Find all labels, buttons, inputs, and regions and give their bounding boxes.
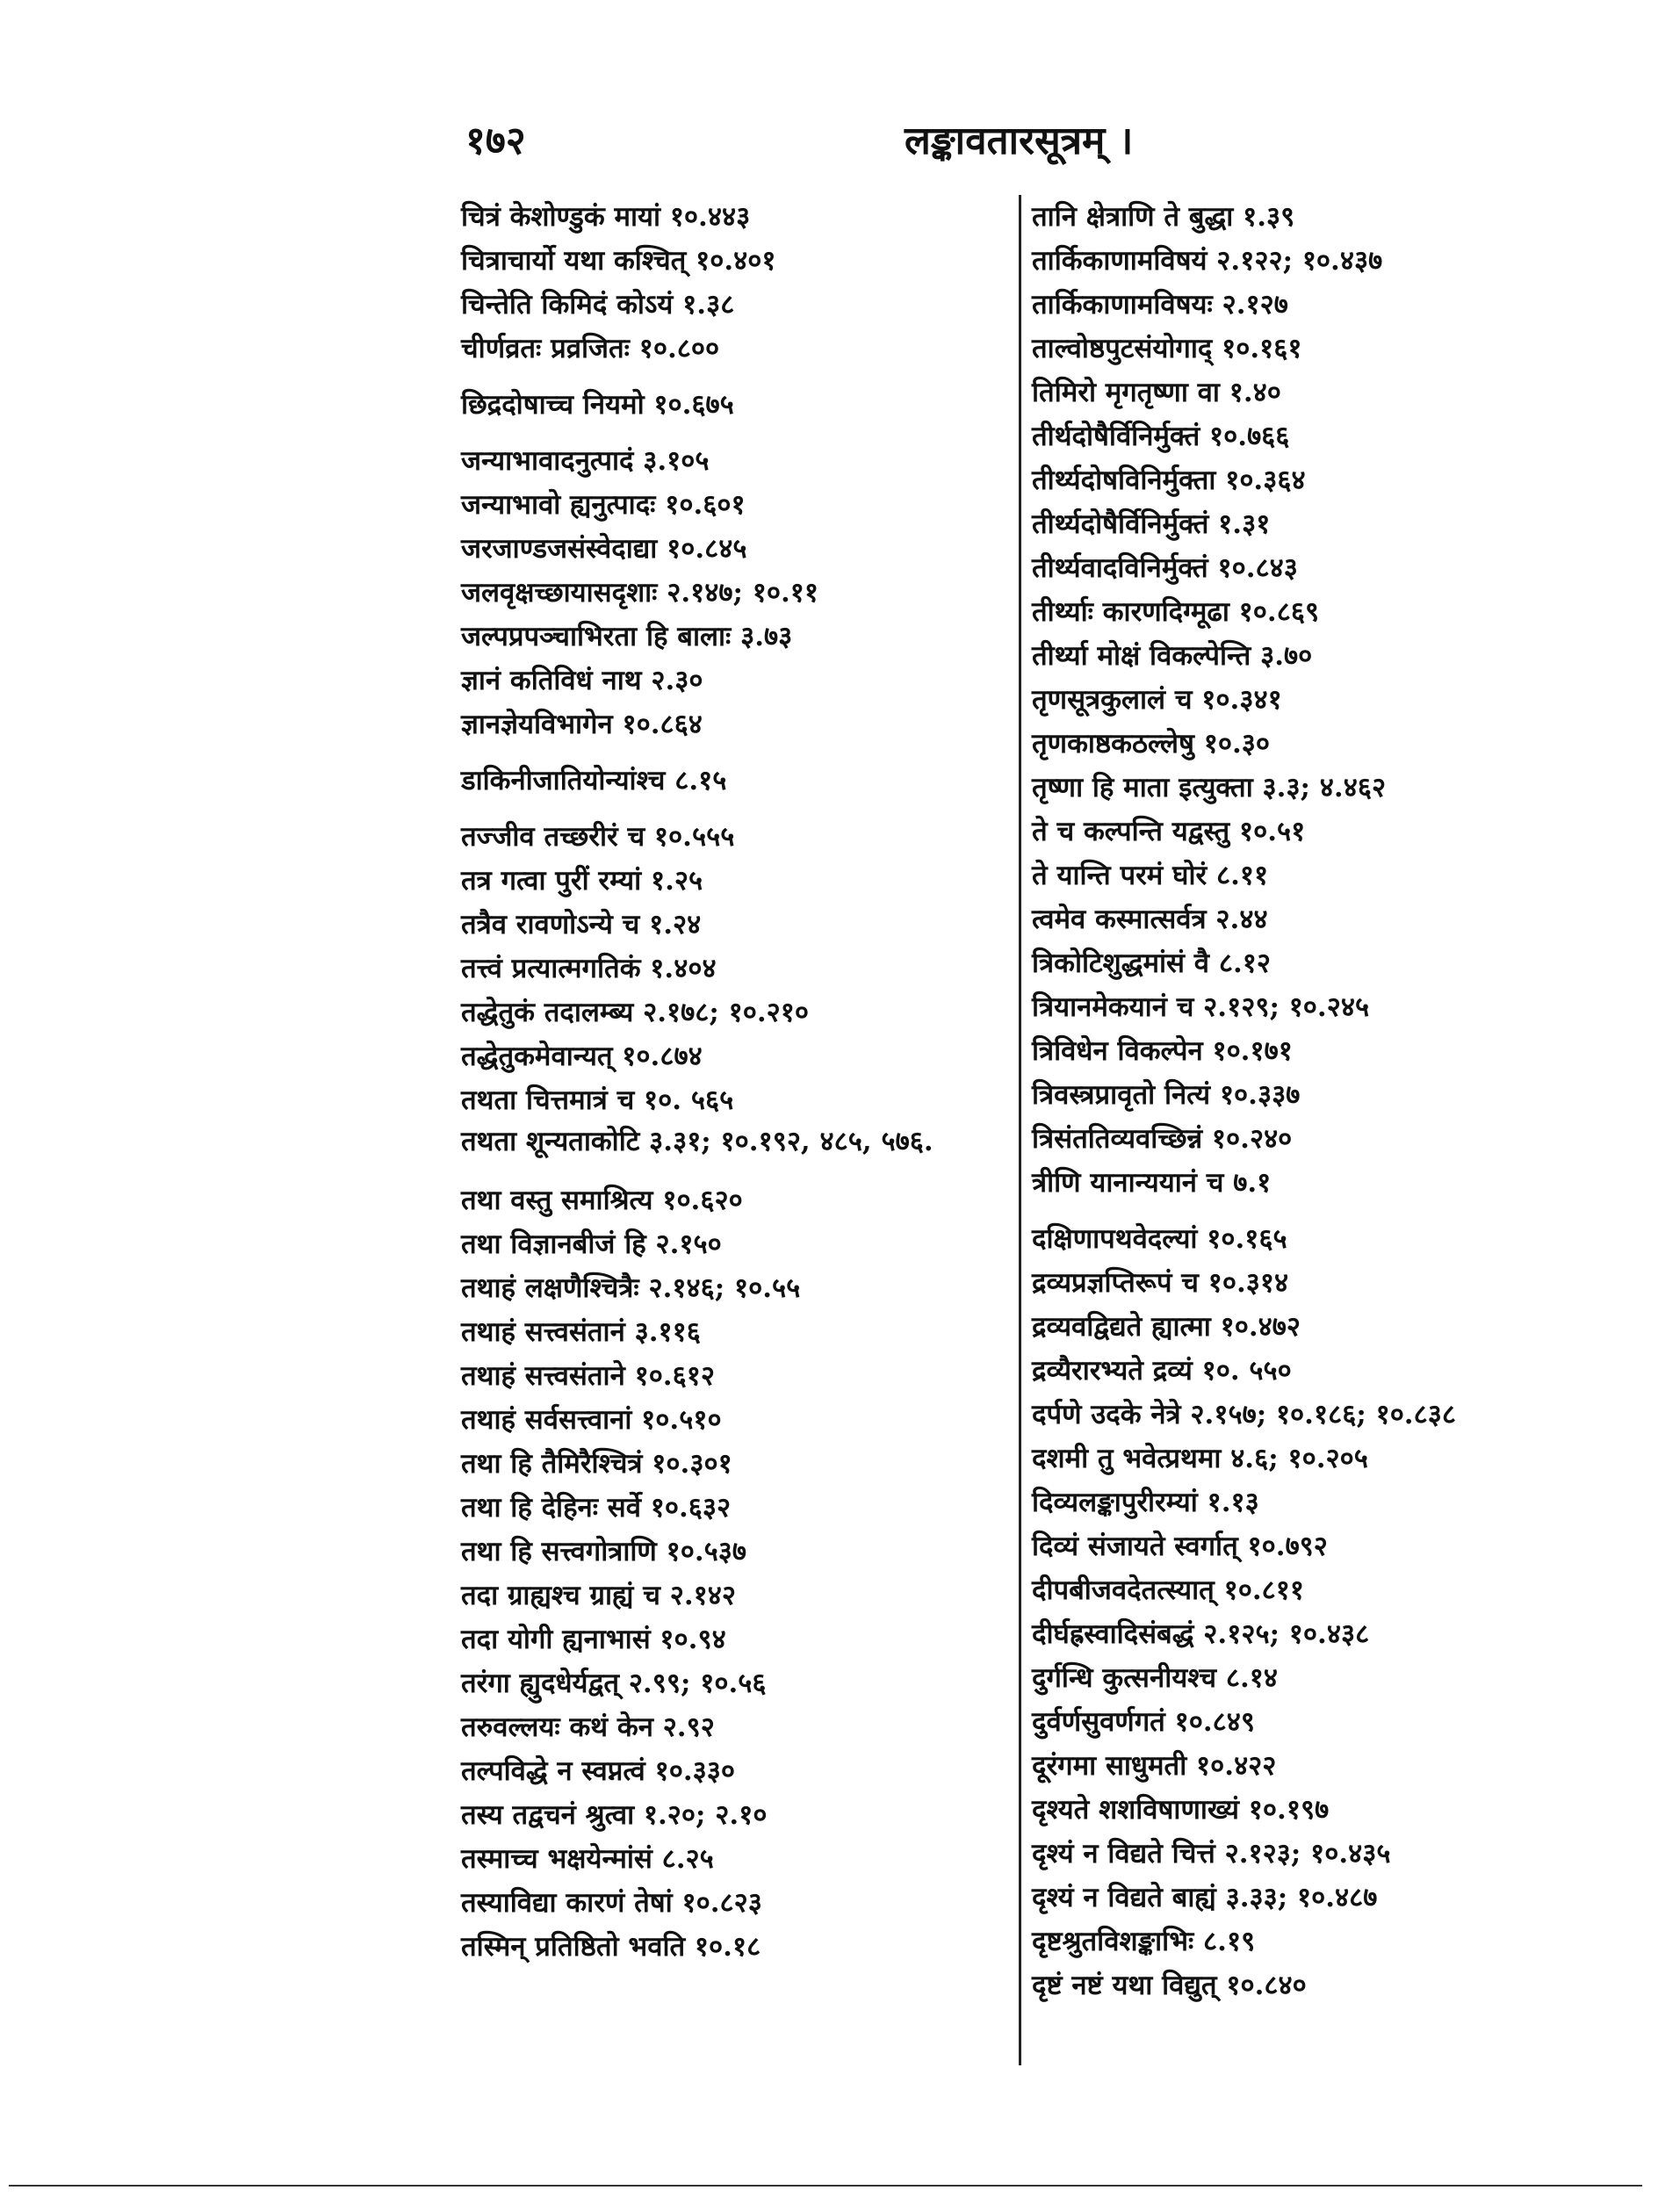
index-entry: दृश्यं न विद्यते चित्तं २.१२३; १०.४३५ xyxy=(1032,1838,1391,1870)
index-entry: तथता चित्तमात्रं च १०. ५६५ xyxy=(461,1084,734,1116)
index-entry: दशमी तु भवेत्प्रथमा ४.६; १०.२०५ xyxy=(1032,1443,1368,1474)
index-entry: जरजाण्डजसंस्वेदाद्या १०.८४५ xyxy=(461,533,747,565)
index-entry: त्रीणि यानान्ययानं च ७.१ xyxy=(1032,1167,1272,1199)
index-entry: ताल्वोष्ठपुटसंयोगाद् १०.१६१ xyxy=(1032,333,1302,364)
index-column-right xyxy=(1032,195,1559,2007)
index-entry: तत्रैव रावणोऽन्ये च १.२४ xyxy=(461,909,702,940)
index-entry: तस्य तद्वचनं श्रुत्वा १.२०; २.१० xyxy=(461,1799,768,1831)
index-entry: तस्याविद्या कारणं तेषां १०.८२३ xyxy=(461,1887,762,1919)
index-entry: दृष्टश्रुतविशङ्काभिः ८.१९ xyxy=(1032,1926,1256,1957)
index-entry: त्रिविधेन विकल्पेन १०.१७१ xyxy=(1032,1035,1293,1067)
index-entry: तथाहं लक्षणैश्चित्रैः २.१४६; १०.५५ xyxy=(461,1272,801,1304)
index-entry: तानि क्षेत्राणि ते बुद्धा १.३९ xyxy=(1032,201,1295,233)
index-entry: तज्जीव तच्छरीरं च १०.५५५ xyxy=(461,821,735,853)
index-entry: जन्याभावो ह्यनुत्पादः १०.६०१ xyxy=(461,489,746,521)
index-entry: तथाहं सत्त्वसंताने १०.६१२ xyxy=(461,1360,715,1392)
index-entry: तार्किकाणामविषयं २.१२२; १०.४३७ xyxy=(1032,245,1383,277)
index-entry: तृणकाष्ठकठल्लेषु १०.३० xyxy=(1032,728,1270,760)
index-entry: जलवृक्षच्छायासदृशाः २.१४७; १०.११ xyxy=(461,577,819,609)
column-divider xyxy=(1019,195,1021,2065)
index-entry: तीर्थ्यदोषविनिर्मुक्ता १०.३६४ xyxy=(1032,465,1306,496)
index-entry: ज्ञानज्ञेयविभागेन १०.८६४ xyxy=(461,709,703,740)
index-entry: जल्पप्रपञ्चाभिरता हि बालाः ३.७३ xyxy=(461,621,793,652)
index-entry: तथा हि तैमिरैश्चित्रं १०.३०१ xyxy=(461,1448,732,1480)
index-entry: तथा हि सत्त्वगोत्राणि १०.५३७ xyxy=(461,1536,746,1567)
index-entry: दीपबीजवदेतत्स्यात् १०.८११ xyxy=(1032,1574,1305,1606)
index-entry: तीर्थ्या मोक्षं विकल्पेन्ति ३.७० xyxy=(1032,640,1313,672)
index-entry: तत्र गत्वा पुरीं रम्यां १.२५ xyxy=(461,865,703,897)
index-entry: त्वमेव कस्मात्सर्वत्र २.४४ xyxy=(1032,904,1268,935)
index-entry: ते च कल्पन्ति यद्वस्तु १०.५१ xyxy=(1032,816,1306,847)
index-entry: तथा हि देहिनः सर्वे १०.६३२ xyxy=(461,1492,732,1524)
index-column-left xyxy=(461,195,1023,1969)
index-entry: दुर्गन्धि कुत्सनीयश्च ८.१४ xyxy=(1032,1662,1279,1694)
index-entry: दक्षिणापथवेदल्यां १०.१६५ xyxy=(1032,1223,1287,1255)
index-entry: दृष्टं नष्टं यथा विद्युत् १०.८४० xyxy=(1032,1970,1307,2001)
index-entry: दृश्यं न विद्यते बाह्यं ३.३३; १०.४८७ xyxy=(1032,1882,1378,1913)
index-entry: तृणसूत्रकुलालं च १०.३४१ xyxy=(1032,684,1282,716)
index-entry: जन्याभावादनुत्पादं ३.१०५ xyxy=(461,445,710,477)
index-entry: त्रिवस्त्रप्रावृतो नित्यं १०.३३७ xyxy=(1032,1079,1301,1111)
index-entry: तथाहं सत्त्वसंतानं ३.११६ xyxy=(461,1316,701,1348)
index-entry: तदा ग्राह्यश्च ग्राह्यं च २.१४२ xyxy=(461,1580,736,1611)
page-number: १७२ xyxy=(465,119,526,163)
index-entry: तथाहं सर्वसत्त्वानां १०.५१० xyxy=(461,1404,722,1436)
index-entry: तरंगा ह्युदधेर्यद्वत् २.९९; १०.५६ xyxy=(461,1668,767,1699)
footer-rule xyxy=(9,2185,1642,2187)
index-entry: दिव्यलङ्कापुरीरम्यां १.१३ xyxy=(1032,1487,1259,1518)
index-entry: तीर्थ्यदोषैर्विनिर्मुक्तं १.३१ xyxy=(1032,508,1271,540)
index-entry: तदा योगी ह्यनाभासं १०.९४ xyxy=(461,1624,726,1655)
index-entry: तल्पविद्धे न स्वप्नत्वं १०.३३० xyxy=(461,1755,735,1787)
index-entry: त्रिकोटिशुद्धमांसं वै ८.१२ xyxy=(1032,947,1271,979)
index-entry: ज्ञानं कतिविधं नाथ २.३० xyxy=(461,665,703,696)
index-entry: तरुवल्लयः कथं केन २.९२ xyxy=(461,1711,715,1743)
index-entry: द्रव्यप्रज्ञप्तिरूपं च १०.३१४ xyxy=(1032,1267,1289,1299)
index-entry: तीर्थदोषैर्विनिर्मुक्तं १०.७६६ xyxy=(1032,421,1290,452)
index-entry: दिव्यं संजायते स्वर्गात् १०.७९२ xyxy=(1032,1531,1328,1562)
index-entry: तत्त्वं प्रत्यात्मगतिकं १.४०४ xyxy=(461,953,717,984)
index-entry: चीर्णव्रतः प्रव्रजितः १०.८०० xyxy=(461,333,720,364)
running-title: लङ्कावतारसूत्रम् । xyxy=(905,119,1134,163)
index-entry: दूरंगमा साधुमती १०.४२२ xyxy=(1032,1750,1277,1782)
index-entry: त्रिसंततिव्यवच्छिन्नं १०.२४० xyxy=(1032,1123,1293,1155)
index-entry: तीर्थ्याः कारणदिग्मूढा १०.८६९ xyxy=(1032,596,1320,628)
index-entry: छिद्रदोषाच्च नियमो १०.६७५ xyxy=(461,389,734,421)
index-entry: तस्मिन् प्रतिष्ठितो भवति १०.१८ xyxy=(461,1931,761,1963)
index-entry: दृश्यते शशविषाणाख्यं १०.१९७ xyxy=(1032,1794,1330,1826)
index-entry: तद्धेतुकमेवान्यत् १०.८७४ xyxy=(461,1041,703,1072)
index-entry: चिन्तेति किमिदं कोऽयं १.३८ xyxy=(461,289,735,321)
index-entry: चित्राचार्यो यथा कश्चित् १०.४०१ xyxy=(461,245,776,277)
index-entry: त्रियानमेकयानं च २.१२९; १०.२४५ xyxy=(1032,991,1370,1023)
index-entry: तथा विज्ञानबीजं हि २.१५० xyxy=(461,1228,722,1260)
index-entry: तार्किकाणामविषयः २.१२७ xyxy=(1032,289,1288,321)
index-entry: दीर्घह्रस्वादिसंबद्धं २.१२५; १०.४३८ xyxy=(1032,1618,1370,1650)
index-entry: तथता शून्यताकोटि ३.३१; १०.१९२, ४८५, ५७६. xyxy=(461,1126,934,1157)
index-entry: तीर्थ्यवादविनिर्मुक्तं १०.८४३ xyxy=(1032,552,1298,584)
index-entry: तथा वस्तु समाश्रित्य १०.६२० xyxy=(461,1185,743,1216)
index-entry: ते यान्ति परमं घोरं ८.११ xyxy=(1032,860,1269,891)
index-entry: चित्रं केशोण्डुकं मायां १०.४४३ xyxy=(461,201,751,233)
index-entry: दर्पणे उदके नेत्रे २.१५७; १०.१८६; १०.८३८ xyxy=(1032,1399,1456,1430)
index-entry: द्रव्यैरारभ्यते द्रव्यं १०. ५५० xyxy=(1032,1355,1292,1387)
index-entry: तस्माच्च भक्षयेन्मांसं ८.२५ xyxy=(461,1843,714,1875)
index-entry: तद्धेतुकं तदालम्ब्य २.१७८; १०.२१० xyxy=(461,997,810,1028)
index-entry: दुर्वर्णसुवर्णगतं १०.८४९ xyxy=(1032,1706,1256,1738)
index-entry: तृष्णा हि माता इत्युक्ता ३.३; ४.४६२ xyxy=(1032,772,1387,803)
index-entry: तिमिरो मृगतृष्णा वा १.४० xyxy=(1032,377,1281,408)
index-entry: डाकिनीजातियोन्यांश्च ८.१५ xyxy=(461,765,727,796)
index-entry: द्रव्यवद्विद्यते ह्यात्मा १०.४७२ xyxy=(1032,1311,1301,1343)
